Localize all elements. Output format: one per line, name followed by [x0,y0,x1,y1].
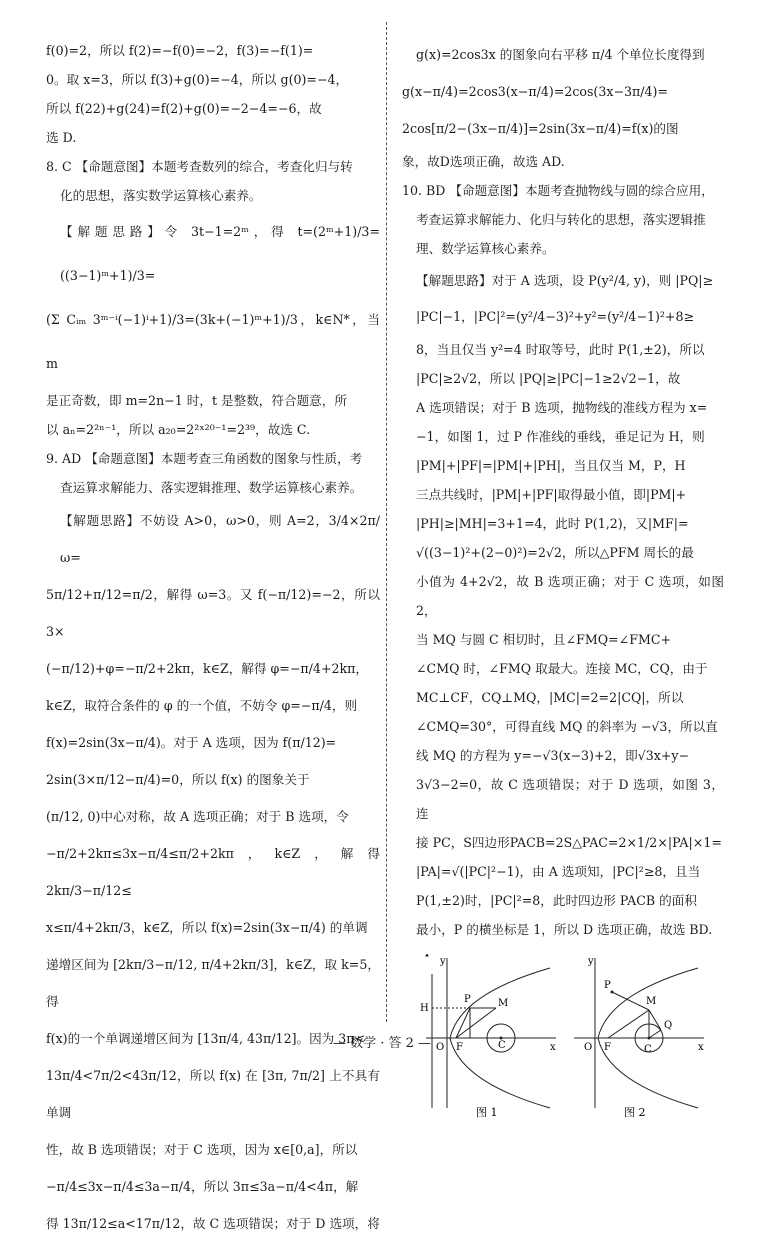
text-line: g(x)=2cos3x 的图象向右平移 π/4 个单位长度得到 [416,47,705,62]
text-line: 以 aₙ=2²ⁿ⁻¹，所以 a₂₀=2²ˣ²⁰⁻¹=2³⁹，故选 C. [46,422,311,437]
right-column [402,36,724,1122]
text-line: |PC|≥2√2，所以 |PQ|≥|PC|−1≥2√2−1，故 [416,371,681,386]
text-line: 化的思想，落实数学运算核心素养。 [60,188,262,203]
text-line: (−π/12)+φ=−π/2+2kπ，k∈Z，解得 φ=−π/4+2kπ， [46,661,369,676]
text-line: 接 PC，S四边形PACB=2S△PAC=2×1/2×|PA|×1= [416,835,722,850]
text-line: (Σ Cᵢₘ 3ᵐ⁻ⁱ(−1)ⁱ+1)/3=(3k+(−1)ᵐ+1)/3，k∈N*，当 m [46,312,380,371]
text-line: MC⊥CF，CQ⊥MQ，|MC|=2=2|CQ|，所以 [416,690,684,705]
text-line: A 选项错误；对于 B 选项，抛物线的准线方程为 x= [416,400,708,415]
label-q: Q [664,1020,673,1031]
q8-heading: 8. C 【命题意图】本题考查数列的综合，考查化归与转 [46,159,353,174]
text-line: k∈Z，取符合条件的 φ 的一个值，不妨令 φ=−π/4，则 [46,698,358,713]
label-h: H [420,1003,429,1014]
label-c: C [498,1040,506,1051]
figure-1-caption: 图 1 [476,1106,498,1119]
label-o: O [584,1042,593,1053]
text-line: 【解题思路】对于 A 选项，设 P(y²/4, y)，则 |PQ|≥ [416,273,714,288]
label-p: P [464,994,471,1005]
text-line: ∠CMQ 时，∠FMQ 取最大。连接 MC，CQ，由于 [416,661,708,676]
segment-mq [649,1010,661,1030]
text-line: 5π/12+π/12=π/2，解得 ω=3。又 f(−π/12)=−2，所以 3× [46,587,380,639]
text-line: 考查运算求解能力、化归与转化的思想，落实逻辑推 [416,212,706,227]
label-o: O [436,1042,445,1053]
text-line: f(0)=2，所以 f(2)=−f(0)=−2，f(3)=−f(1)= [46,43,314,58]
text-line: 0。取 x=3，所以 f(3)+g(0)=−4，所以 g(0)=−4， [46,72,349,87]
text-line: 当 MQ 与圆 C 相切时，且∠FMQ=∠FMC+ [416,632,672,647]
text-line: 8，当且仅当 y²=4 时取等号，此时 P(1,±2)，所以 [416,342,705,357]
text-line: f(x)的一个单调递增区间为 [13π/4, 43π/12]。因为 3π< [46,1031,366,1046]
text-line: 2cos[π/2−(3x−π/4)]=2sin(3x−π/4)=f(x)的图 [402,121,679,136]
label-f: F [604,1042,611,1053]
label-m: M [646,996,657,1007]
q9-heading: 9. AD 【命题意图】本题考查三角函数的图象与性质，考 [46,451,363,466]
figure-2-caption: 图 2 [624,1106,646,1119]
column-divider [386,22,387,1022]
label-x: x [550,1042,556,1053]
text-line: 小值为 4+2√2，故 B 选项正确；对于 C 选项，如图 2， [416,574,724,618]
page-footer: — 数学 · 答 2 — [332,1036,432,1051]
text-line: 13π/4<7π/2<43π/12，所以 f(x) 在 [3π, 7π/2] 上不具有单调 [46,1068,380,1120]
text-line: 得 13π/12≤a<17π/12，故 C 选项错误；对于 D 选项，将 [46,1216,380,1231]
label-f: F [456,1042,463,1053]
label-x: x [698,1042,704,1053]
text-line: 三点共线时，|PM|+|PF|取得最小值，即|PM|+ [416,487,687,502]
text-line: 递增区间为 [2kπ/3−π/12, π/4+2kπ/3]，k∈Z，取 k=5，得 [46,957,380,1009]
text-line: x≤π/4+2kπ/3，k∈Z，所以 f(x)=2sin(3x−π/4) 的单调 [46,920,368,935]
text-line: √((3−1)²+(2−0)²)=2√2，所以△PFM 周长的最 [416,545,694,560]
text-line: |PH|≥|MH|=3+1=4，此时 P(1,2)，又|MF|= [416,516,689,531]
text-line: 【解题思路】令 3t−1=2ᵐ，得 t=(2ᵐ+1)/3=((3−1)ᵐ+1)/3= [60,224,380,283]
text-line: 查运算求解能力、落实逻辑推理、数学运算核心素养。 [60,480,363,495]
text-line: −1，如图 1，过 P 作准线的垂线，垂足记为 H，则 [416,429,705,444]
text-line: 【解题思路】不妨设 A>0，ω>0，则 A=2，3/4×2π/ω= [60,513,380,565]
text-line: 是正奇数，即 m=2n−1 时，t 是整数，符合题意，所 [46,393,347,408]
text-line: |PM|+|PF|=|PM|+|PH|，当且仅当 M，P，H [416,458,686,473]
text-line: g(x−π/4)=2cos3(x−π/4)=2cos(3x−3π/4)= [402,84,669,99]
point-p-dot [611,991,614,994]
label-m: M [498,998,509,1009]
text-line: 3√3−2=0，故 C 选项错误；对于 D 选项，如图 3，连 [416,777,724,821]
label-y: y [588,956,594,967]
text-line: 选 D. [46,130,77,145]
text-line: 性，故 B 选项错误；对于 C 选项，因为 x∈[0,a]，所以 [46,1142,358,1157]
text-line: f(x)=2sin(3x−π/4)。对于 A 选项，因为 f(π/12)= [46,735,337,750]
text-line: 2sin(3×π/12−π/4)=0，所以 f(x) 的图象关于 [46,772,310,787]
text-line: P(1,±2)时，|PC|²=8，此时四边形 PACB 的面积 [416,893,697,908]
text-line: |PC|−1，|PC|²=(y²/4−3)²+y²=(y²/4−1)²+8≥ [416,309,695,324]
text-line: −π/4≤3x−π/4≤3a−π/4，所以 3π≤3a−π/4<4π，解 [46,1179,359,1194]
text-line: (π/12, 0)中心对称，故 A 选项正确；对于 B 选项，令 [46,809,349,824]
text-line: 象，故D选项正确，故选 AD. [402,154,565,169]
text-line: |PA|=√(|PC|²−1)，由 A 选项知，|PC|²≥8，且当 [416,864,701,879]
text-line: 最小，P 的横坐标是 1，所以 D 选项正确，故选 BD. [416,922,713,937]
q10-heading: 10. BD 【命题意图】本题考查抛物线与圆的综合应用， [402,183,714,198]
text-line: 所以 f(22)+g(24)=f(2)+g(0)=−2−4=−6，故 [46,101,322,116]
label-p: P [604,980,611,991]
text-line: 理、数学运算核心素养。 [416,241,555,256]
text-line: ∠CMQ=30°，可得直线 MQ 的斜率为 −√3，所以直 [416,719,718,734]
text-line: 线 MQ 的方程为 y=−√3(x−3)+2，即√3x+y− [416,748,690,763]
text-line: −π/2+2kπ≤3x−π/4≤π/2+2kπ，k∈Z，解得 2kπ/3−π/12≤ [46,846,380,898]
label-c: C [644,1044,652,1055]
label-y: y [440,956,446,967]
left-column [46,36,380,1242]
